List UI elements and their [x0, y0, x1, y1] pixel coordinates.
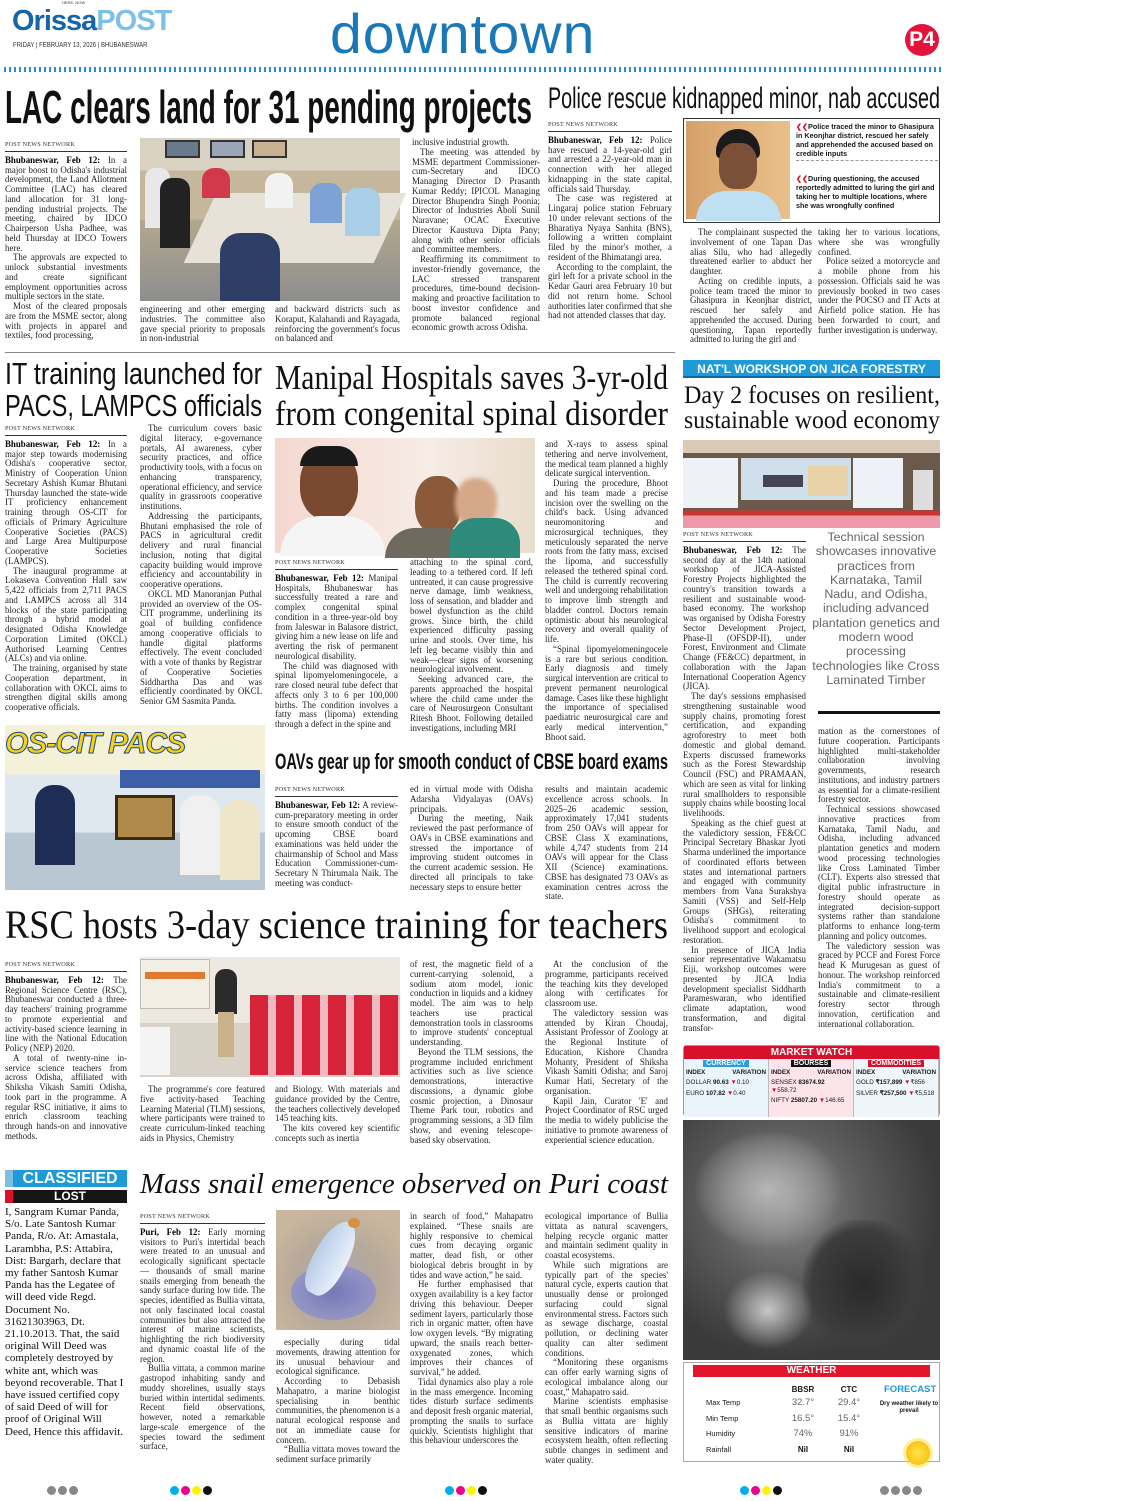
masthead-divider [4, 67, 941, 72]
market-index: GOLD [856, 1079, 874, 1086]
paragraph: Marine scientists emphasise that small benthic organisms such as Bullia vittata are highly sensitive indicators of marine ecosystem health, often reflecting subtle changes in sediment and water quality. [545, 1396, 668, 1465]
text: Bhubaneswar, Feb 12: [5, 974, 104, 985]
market-index: DOLLAR [686, 1079, 712, 1086]
paragraph: of rest, the magnetic field of a current-carrying solenoid, a sodium atom model, ionic conduction in liquids and a kidney model. The aim was to help teachers use practical demonstration tools in classrooms to improve students' conceptual understanding. [410, 959, 533, 1047]
headline-jica-line2 [684, 408, 940, 433]
jica-kicker-banner [683, 360, 940, 378]
market-group-label: CURRENCY [703, 1060, 749, 1067]
rsc-column-2 [140, 1085, 265, 1157]
paragraph: and X-rays to assess spinal tethering and nerve involvement, the medical team planned a highly delicate surgical intervention. [545, 439, 668, 479]
registration-dot [902, 1486, 911, 1495]
text: During questioning, the accused reportedly admitted to luring the girl and taking her to multiple locations, where she was wrongfully confined [796, 174, 935, 210]
pull-quote-1: ❮❮Police traced the minor to Ghasipura in Keonjhar district, rescued her safely and apprehended the accused based on credible inputs [796, 122, 938, 161]
registration-dot [192, 1486, 201, 1495]
registration-dot [891, 1486, 900, 1495]
paragraph: A total of twenty-nine in-service science teachers from across Odisha, affiliated with Shiksha Vikash Samiti Odisha, took part in the programme. A regular RSC initiative, it aims to enrich classroom teaching through hands-on and innovative methods. [5, 1052, 127, 1141]
paragraph: The valedictory session was graced by PCCF and Forest Force head K Murugesan as guest of honour. The workshop reinforced India's commitment to a sustainable and climate-resilient forestry sector through innovation, certification and international collaboration. [818, 940, 940, 1029]
market-change: 558.72 [777, 1086, 797, 1094]
paragraph: The approvals are expected to unlock substantial investments and create significant employment opportunities across multiple sectors in the state. [5, 252, 127, 302]
lac-column-2 [140, 305, 265, 347]
text: Manipal Hospitals, Bhubaneswar has successfully treated a rare and complex congenital spinal condition in a three-year-old boy from Jaleswar in Balasore district, giving him a new lease on life and averting the risk of permanent neurological disability. [275, 572, 399, 661]
logo-post: POST [96, 5, 172, 37]
text: In a major step towards modernising Odisha's cooperative sector, Ministry of Cooperation Union Secretary Ashish Kumar Bhutani Thursday launched the state-wide IT proficiency enhancement training through OS-CIT for officials of Primary Agriculture Cooperative Societies (PACS) and Large Area Multipurpose Cooperative Societies (LAMPCS). [5, 438, 127, 566]
weather-title [693, 1365, 930, 1377]
text: Bhubaneswar, Feb 12: [5, 438, 101, 449]
market-change: ₹856 [910, 1079, 925, 1086]
pull-quote-rule [818, 711, 940, 714]
jica-column-2 [818, 727, 940, 1030]
column-header: INDEX [686, 1068, 706, 1076]
weather-bbsr-value: 74% [793, 1428, 813, 1440]
logo [12, 6, 171, 37]
column-header: INDEX [771, 1068, 791, 1076]
registration-dot [69, 1486, 78, 1495]
text: Bhubaneswar, Feb 12: [683, 544, 783, 555]
registration-dot [467, 1486, 476, 1495]
registration-dot [456, 1486, 465, 1495]
text: Police rescue kidnapped minor, nab accused [548, 82, 940, 115]
text: Puri, Feb 12: [140, 1226, 201, 1237]
text: Bhubaneswar, Feb 12: [275, 572, 364, 583]
headline-lac [5, 81, 532, 133]
weather-ctc-value: 91% [839, 1428, 859, 1440]
snail-column-1 [140, 1212, 265, 1467]
oav-column-3 [545, 784, 668, 902]
text: MARKET WATCH [770, 1047, 853, 1058]
text: POST NEWS NETWORK [275, 558, 398, 570]
paragraph: Addressing the participants, Bhutani emphasised the role of PACS in agricultural credit delivery and rural financial inclusion, noting that digital capacity building would improve efficiency and accountability in cooperative operations. [140, 510, 262, 589]
headline-jica-line1 [684, 383, 940, 408]
paragraph: The child was diagnosed with spinal lipomyelomeningocele, a rare closed neural tube defect that affects only 3 to 6 per 100,000 births. The condition involves a fatty mass (lipoma) extending through a defect in the spine and [275, 660, 398, 729]
manipal-column-3 [545, 439, 668, 742]
paragraph: In presence of JICA India senior representative Wakamatsu Eiji, workshop outcomes were presented by JICA India development specialist Siddharth Parameswaran, who identified climate adaptation, wood transformation, and digital transfor- [683, 944, 806, 1033]
text: A review-cum-preparatory meeting in order to ensure smooth conduct of the upcoming CBSE board examinations was held under the chairmanship of School and Mass Education Commissioner-cum-Secretary N Thirumala Naik. The meeting was conduct- [275, 799, 398, 888]
paragraph: During the procedure, Bhoot and his team made a precise incision over the swelling on the child's back. Using advanced neuromonitoring and microsurgical techniques, they meticulously separated the nerve roots from the fatty mass, excised the lipoma, and successfully released the tethered spinal cord. The child is currently recovering well and undergoing rehabilitation to improve limb strength and bladder control. Doctors remain optimistic about his neurological recovery and overall quality of life. [545, 478, 668, 644]
oav-column-1 [275, 785, 398, 893]
market-index: EURO [686, 1089, 705, 1097]
market-value: ₹257,500 [879, 1089, 907, 1097]
text: IT training launched for [5, 356, 262, 391]
weather-label: Rainfall [706, 1444, 732, 1454]
weather-bbsr-value: Nil [797, 1444, 809, 1454]
text: OAVs gear up for smooth conduct of CBSE board exams [275, 749, 668, 774]
rsc-column-4 [410, 960, 533, 1156]
weather-row [706, 1411, 870, 1427]
registration-dot [25, 1486, 34, 1495]
police-photo-box [683, 118, 940, 223]
paragraph: Bullia vittata, a common marine gastropod inhabiting sandy and muddy shorelines, usually stays buried within intertidal sediments. Recent field observations, however, noted a remarkable large-scale emergence of the species toward the sediment surface, [140, 1363, 265, 1452]
text: sustainable wood economy [684, 407, 940, 434]
text: from congenital spinal disorder [275, 394, 668, 433]
registration-dot [36, 1486, 45, 1495]
text: CLASSIFIED [22, 1170, 118, 1187]
market-group-commodities [854, 1059, 939, 1117]
paragraph: mation as the cornerstones of future cooperation. Participants highlighted multi-stakeholder collaboration involving governments, research institutions, and industry partners as essential for a climate-resilient forestry sector. [818, 726, 940, 805]
paragraph: taking her to various locations, where she was wrongfully confined. [818, 227, 940, 257]
byline: POST NEWS NETWORK [548, 120, 672, 132]
paragraph: and backward districts such as Koraput, Kalahandi and Rayagada, reinforcing the government's focus on balanced and [275, 304, 400, 344]
market-value: 83674.92 [798, 1079, 825, 1086]
city-bbsr: BBSR [791, 1384, 815, 1394]
market-value: 107.82 [705, 1089, 726, 1097]
photo-snail [276, 1210, 400, 1330]
dateline: Bhubaneswar, Feb 12: [5, 154, 101, 165]
market-group-label: BOURSES [791, 1060, 832, 1067]
market-index: SILVER [856, 1089, 878, 1097]
paragraph: OKCL MD Manoranjan Puthal provided an overview of the OS-CIT programme, underlining its goal of building confidence among cooperative officials to handle digital platforms effectively. The event concluded with a vote of thanks by Registrar of Cooperative Societies Siddhartha Das and was efficiently coordinated by OKCL Senior GM Sasmita Panda. [140, 588, 262, 706]
text: Police have rescued a 14-year-old girl and arrested a 22-year-old man in connection with her alleged kidnapping in the state capital, officials said Thursday. [548, 134, 673, 194]
forecast-title: FORECAST [884, 1384, 937, 1395]
paragraph: According to the complaint, the girl left for a private school in the Kedar Gauri area February 10 but did not return home. School authorities later confirmed that she had not attended classes that day. [548, 261, 672, 321]
market-row [771, 1079, 851, 1094]
lac-column-1 [5, 140, 127, 346]
registration-dot [203, 1486, 212, 1495]
lead-text: In a major boost to Odisha's industrial development, the Land Allotment Committee (LAC) has cleared land allocation for 31 long-pending industrial projects. The meeting, chaired by IDCO Chairperson Usha Padhee, was held Thursday at IDCO Towers here. [5, 154, 127, 253]
market-group-label: COMMODITIES [868, 1060, 924, 1067]
market-row [771, 1097, 851, 1105]
paragraph: Technical sessions showcased innovative practices from Karnataka, Tamil Nadu, and Odisha, including advanced plantation genetics and modern wood processing technologies like Cross Laminated Timber (CLT). Experts also stressed that digital public infrastructure in forestry should operate as integrated decision-support systems rather than standalone platforms to enhance long-term planning and policy outcomes. [818, 804, 940, 941]
classified-ad-text: I, Sangram Kumar Panda, S/o. Late Santosh Kumar Panda, R/o. At: Amastala, Larambha, P.S: Attabira, Dist: Bargarh, declare that my father Santosh Kumar Panda has the Legatee of will deed vide Regd. Document No. 31621303963, Dt. 21.10.2013. That, the said original Will Deed was completely destroyed by white ant, which was beyond recoverable. That I have issued certified copy of said Deed of will for proof of Original Will Deed, Hence this affidavit. [5, 1206, 124, 1438]
classified-category [5, 1190, 127, 1203]
weather-label: Min Temp [706, 1413, 739, 1423]
market-watch-box [683, 1045, 940, 1117]
registration-dot [170, 1486, 179, 1495]
market-group-currency [684, 1059, 769, 1117]
paragraph: Police seized a motorcycle and a mobile phone from his possession. Officials said he was previously booked in two cases under the POCSO and IT Acts at Airfield police station. He has been forwarded to court, and further investigation is underway. [818, 256, 940, 335]
lac-column-4 [412, 138, 540, 346]
snail-column-4 [545, 1212, 668, 1467]
police-column-2 [690, 228, 812, 346]
weather-box [683, 1362, 940, 1462]
weather-ctc-value: Nil [843, 1444, 855, 1454]
pull-quote-2: ❮❮During questioning, the accused reportedly admitted to luring the girl and taking her to multiple locations, where she was wrongfully confined [796, 174, 935, 210]
paragraph: The meeting was attended by MSME department Commissioner-cum-Secretary and IDCO Managing Director D Prasanth Kumar Reddy; IPICOL Managing Director Bhupendra Singh Poonia; Director of Industries Aboli Sunil Naravane; OCAC Executive Director Kaustuva Dipta Pany; along with other senior officials and committee members. [412, 146, 540, 255]
market-watch-title [684, 1046, 939, 1059]
paragraph: According to Debasish Mahapatro, a marine biologist specialising in benthic communities, the phenomenon is a natural ecological response and not an immediate cause for concern. [276, 1376, 400, 1445]
oav-column-2 [410, 785, 533, 893]
paragraph: Reaffirming its commitment to investor-friendly governance, the LAC stressed transparent procedures, time-bound decision-making and proactive facilitation to boost investor confidence and promote balanced regional economic growth across Odisha. [412, 254, 540, 333]
rsc-column-3 [275, 1085, 400, 1157]
headline-manipal-line2 [275, 396, 668, 431]
divider [5, 352, 675, 353]
paragraph: The inaugural programme at Lokaseva Convention Hall saw 5,422 officials from 2,711 PACS and LAMPCS across all 314 blocks of the state participating through a hybrid model at designated Odisha Knowledge Corporation Limited (OKCL) Authorised Learning Centres (ALCs) and via online. [5, 565, 127, 664]
text: LOST [54, 1189, 86, 1203]
weather-bbsr-value: 16.5° [791, 1412, 815, 1424]
snail-column-3 [410, 1212, 533, 1467]
text: NAT'L WORKSHOP ON JICA FORESTRY [697, 362, 926, 376]
arrow-down-icon: ▼ [908, 1089, 915, 1097]
city-ctc: CTC [840, 1384, 858, 1394]
column-header: VARIATION [902, 1068, 936, 1076]
market-change: 0.40 [733, 1089, 746, 1097]
registration-dot [773, 1486, 782, 1495]
paragraph: While such migrations are typically part of the species' natural cycle, experts caution that unusually dense or prolonged surfacing could signal environmental stress. Factors such as sewage discharge, coastal pollution, or declining water quality can alter sediment conditions. [545, 1259, 668, 1358]
text: POST NEWS NETWORK [275, 785, 398, 797]
text: Bhubaneswar, Feb 12: [548, 134, 643, 145]
byline: POST NEWS NETWORK [5, 140, 127, 152]
section-title: downtown [330, 2, 596, 65]
paragraph: Most of the cleared proposals are from the MSME sector, along with projects in apparel and textiles, food processing, [5, 301, 127, 341]
market-index: SENSEX [771, 1079, 797, 1086]
paragraph: Seeking advanced care, the parents approached the hospital where the child came under the care of Neurosurgeon Consultant Ritesh Bhoot. Following detailed investigations, including MRI [410, 674, 533, 733]
paragraph: Tidal dynamics also play a role in the mass emergence. Incoming tides disturb surface sediments and deposit fresh organic material, prompting the snails to surface quickly. Scientists highlight that this behaviour underscores the [410, 1376, 533, 1446]
weather-satellite-map [683, 1120, 940, 1360]
column-header: INDEX [856, 1068, 876, 1076]
paragraph: The curriculum covers basic digital literacy, e-governance portals, AI awareness, cyber security practices, and office productivity tools, with a focus on enhancing transparency, operational efficiency, and service quality in grassroots cooperative institutions. [140, 423, 262, 511]
text: The Regional Science Centre (RSC), Bhubaneswar conducted a three-day teachers' training programme to promote experiential and activity-based science learning in line with the National Education Policy (NEP) 2020. [5, 974, 128, 1053]
arrow-down-icon: ▼ [771, 1086, 778, 1094]
police-column-3 [818, 228, 940, 346]
text: Manipal Hospitals saves 3-yr-old [275, 358, 668, 397]
jica-column-1 [683, 530, 806, 1033]
text: Bhubaneswar, Feb 12: [275, 799, 361, 810]
market-row [856, 1090, 936, 1098]
text: RSC hosts 3-day science training for teachers [5, 902, 668, 947]
paragraph: The complainant suspected the involvement of one Tapan Das alias Silu, who had allegedly threatened earlier to abduct her daughter. [690, 227, 812, 276]
paragraph: attaching to the spinal cord, leading to a tethered cord. If left untreated, it can cause progressive nerve damage, limb weakness, loss of sensation, and bladder and bowel dysfunction as the child grows. Since birth, the child experienced difficulty passing urine and stools. Over time, his left leg became visibly thin and weak—clear signs of worsening neurological involvement. [410, 557, 533, 675]
paragraph: Beyond the TLM sessions, the programme included enrichment activities such as live science demonstrations, interactive discussions, a dynamic globe cosmic projection, a Dinosaur Theme Park tour, robotics and programming sessions, a 3D film show, and evening telescope-based sky observation. [410, 1046, 533, 1145]
photo-it-training [5, 725, 265, 890]
weather-label: Humidity [706, 1429, 736, 1439]
text: Day 2 focuses on resilient, [684, 382, 940, 409]
text: Early morning visitors to Puri's intertidal beach were treated to an unusual and ecologically significant spectacle — thousands of small marine snails emerging from beneath the sandy surface during low tide. The species, identified as Bullia vittata, not only fascinated local coastal communities but also attracted the interest of marine scientists, highlighting the rich biodiversity and dynamic coastal life of the region. [140, 1226, 266, 1364]
photo-doctor-and-patient [275, 438, 535, 553]
market-value: 90.63 [712, 1079, 729, 1086]
paragraph: Kapil Jain, Curator 'E' and Project Coordinator of RSC urged the media to widely publicise the initiative to promote awareness of experiential science education. [545, 1095, 668, 1145]
market-value: ₹157,899 [875, 1079, 903, 1086]
text: POST NEWS NETWORK [683, 530, 806, 542]
paragraph: Acting on credible inputs, a police team traced the minor to Ghasipura in Keonjhar district, rescued her safely and apprehended the accused. During questioning, Tapan reportedly admitted to luring the girl and [690, 275, 812, 345]
market-value: 25807.20 [790, 1097, 818, 1104]
market-group-bourses [769, 1059, 854, 1117]
text: The second day at the 14th national workshop of JICA-Assisted Forestry Projects highlighted the country's transition towards a resilient and sustainable wood-based economy. The workshop was organised by Odisha Forestry Sector Development Project, Phase-II (OFSDP-II), under Forest, Environment and Climate Change (FE&CC) department, in collaboration with the Japan International Cooperation Agency (JICA). [683, 544, 806, 692]
registration-dot [751, 1486, 760, 1495]
market-change: 0.10 [736, 1079, 749, 1086]
snail-column-2 [276, 1338, 400, 1467]
weather-ctc-value: 15.4° [837, 1412, 861, 1424]
registration-dot [913, 1486, 922, 1495]
registration-dot [181, 1486, 190, 1495]
paragraph: The case was registered at Lingaraj police station February 10 under relevant sections of the Bharatiya Nyaya Sanhita (BNS), following a written complaint filed by the minor's mother, a resident of the Bhimatangi area. [548, 193, 672, 262]
column-header: VARIATION [817, 1068, 851, 1076]
arrow-down-icon: ▼ [726, 1089, 734, 1097]
registration-dot [880, 1486, 889, 1495]
headline-snail [140, 1170, 668, 1199]
event-banner: OS-CIT PACS [5, 727, 186, 760]
headline-it-training-line2 [5, 390, 262, 421]
registration-dot [47, 1486, 56, 1495]
paragraph: The valedictory session was attended by Kiran Choudaj, Assistant Professor of Zoology at the Regional Institute of Education, Kishore Chandra Mohanty, President of Shiksha Vikash Samiti Odisha; and Saroj Kumar Hati, Secretary of the organisation. [545, 1007, 668, 1096]
market-row [686, 1079, 766, 1087]
logo-orissa: Orissa [12, 5, 97, 37]
weather-ctc-value: 29.4° [837, 1397, 861, 1409]
sun-icon [906, 1441, 930, 1465]
weather-row [706, 1426, 870, 1442]
paragraph: The day's sessions emphasised strengthening sustainable wood supply chains, promoting forest certification, and expanding agroforestry to meet both domestic and global demand. Experts discussed frameworks such as the Forest Stewardship Council (FSC) and PRAMAAN, which are seen as vital for linking rural smallholders to responsible supply chains while boosting local livelihoods. [683, 691, 806, 818]
paragraph: in search of food,” Mahapatro explained. “These snails are highly responsive to chemical cues from decaying organic matter, dead fish, or other biological debris brought in by tides and wave action,” he said. [410, 1211, 533, 1280]
paragraph: “Spinal lipomyelomeningocele is a rare but serious condition. Early diagnosis and timely surgical intervention are critical to prevent permanent neurological damage. Cases like these highlight the importance of specialised paediatric neurosurgical care and early medical intervention,” Bhoot said. [545, 643, 668, 742]
photo-teacher-training [140, 957, 400, 1077]
text: LAC clears land for 31 pending projects [5, 81, 532, 133]
weather-bbsr-value: 32.7° [791, 1397, 815, 1409]
lac-column-3 [275, 305, 400, 347]
it-column-1 [5, 424, 127, 716]
paragraph: The programme's core featured five activity-based Teaching Learning Material (TLM) sessions, where participants were trained to create curriculum-linked teaching aids in Physics, Chemistry [140, 1084, 265, 1143]
market-change: ₹5,518 [914, 1089, 935, 1097]
jica-pull-quote: Technical session showcases innovative practices from Karnataka, Tamil Nadu, and Odisha, including advanced plantation genetics and modern wood processing technologies like Cross Laminated Timber [812, 530, 940, 687]
photo-lac-meeting [140, 138, 400, 301]
issue-dateline: FRIDAY | FEBRUARY 13, 2026 | BHUBANESWAR [13, 42, 148, 49]
headline-manipal-line1 [275, 360, 668, 395]
logo-tagline: HERE. NOW [62, 0, 86, 5]
column-header: VARIATION [732, 1068, 766, 1076]
headline-oav [275, 751, 668, 773]
registration-dot [762, 1486, 771, 1495]
paragraph: and Biology. With materials and guidance provided by the Centre, the teachers collectively developed 145 teaching kits. [275, 1084, 400, 1124]
forecast-text: Dry weather likely to prevail [879, 1401, 939, 1414]
text: Police traced the minor to Ghasipura in Keonjhar district, rescued her safely and apprehended the accused based on credible inputs [796, 122, 934, 158]
registration-dot [445, 1486, 454, 1495]
it-column-2 [140, 424, 262, 716]
weather-table [706, 1383, 870, 1457]
text: WEATHER [786, 1365, 837, 1376]
police-column-1 [548, 120, 672, 346]
market-change: 146.65 [825, 1097, 845, 1104]
paragraph: “Monitoring these organisms can offer early warning signs of ecological imbalance along our coast,” Mahapatro said. [545, 1357, 668, 1397]
manipal-column-2 [410, 558, 533, 736]
registration-dot [478, 1486, 487, 1495]
text: POST NEWS NETWORK [5, 960, 127, 972]
rsc-column-1 [5, 960, 127, 1156]
paragraph: At the conclusion of the programme, participants received the teaching kits they developed along with certificates for classroom use. [545, 959, 668, 1008]
paragraph: The kits covered key scientific concepts such as inertia [275, 1123, 400, 1143]
arrow-down-icon: ▼ [904, 1079, 911, 1086]
headline-police [548, 84, 940, 114]
text: POST NEWS NETWORK [140, 1212, 265, 1224]
market-index: NIFTY [771, 1097, 790, 1104]
headline-it-training-line1 [5, 358, 262, 389]
market-row [686, 1090, 766, 1098]
paragraph: inclusive industrial growth. [412, 137, 510, 147]
classified-header [5, 1170, 127, 1187]
paragraph: engineering and other emerging industries. The committee also gave special priority to proposals in non-industrial [140, 304, 265, 344]
arrow-down-icon: ▼ [818, 1097, 826, 1104]
manipal-column-1 [275, 558, 398, 736]
paragraph: The training, organised by state Cooperation department, in collaboration with OKCL aims to strengthen digital skills among cooperative officials. [5, 663, 127, 712]
paragraph: “Bullia vittata moves toward the sediment surface primarily [276, 1444, 400, 1464]
text: Mass snail emergence observed on Puri coast [140, 1168, 668, 1200]
paragraph: especially during tidal movements, drawing attention for its unusual behaviour and ecological significance. [276, 1337, 400, 1377]
photo-accused [686, 121, 790, 219]
headline-rsc [5, 902, 668, 947]
paragraph: Speaking as the chief guest at the valedictory session, FE&CC Principal Secretary Bhaskar Jyoti Sharma underlined the importance of coordinated efforts between states and international partners and engaged with community members from Vana Surakshya Samiti (VSS) and Self-Help Groups (SHGs), reiterating Odisha's commitment to livelihood support and ecological restoration. [683, 817, 806, 945]
rsc-column-5 [545, 960, 668, 1156]
page-number-badge [905, 24, 939, 56]
paragraph: During the meeting, Naik reviewed the past performance of OAVs in CBSE examinations and stressed the importance of improving student outcomes in the current academic session. He directed all principals to take necessary steps to ensure better [410, 813, 533, 892]
text: POST NEWS NETWORK [5, 424, 127, 436]
weather-row [706, 1442, 870, 1458]
weather-row [706, 1395, 870, 1411]
arrow-down-icon: ▼ [730, 1079, 737, 1086]
photo-workshop-stage [683, 440, 940, 528]
registration-dot [58, 1486, 67, 1495]
page-number: P4 [909, 28, 935, 51]
text: PACS, LAMPCS officials [5, 388, 262, 423]
paragraph: ecological importance of Bullia vittata as natural scavengers, helping recycle organic matter and maintain sediment quality in coastal ecosystems. [545, 1211, 668, 1260]
paragraph: ed in virtual mode with Odisha Adarsha Vidyalayas (OAVs) principals. [410, 784, 533, 814]
paragraph: He further emphasised that oxygen availability is a key factor driving this behaviour. Deeper sediment layers, particularly those rich in organic matter, often have low oxygen levels. “By migrating upward, the snails reach better-oxygenated zones, which improves their chances of survival,” he added. [410, 1279, 533, 1377]
weather-label: Max Temp [706, 1398, 741, 1408]
registration-dot [740, 1486, 749, 1495]
paragraph: results and maintain academic excellence across schools. In 2025–26 academic session, approximately 17,041 students from 250 OAVs will appear for CBSE Class X examinations, while 4,747 students from 214 OAVs will appear for the Class XII (Science) examinations. CBSE has designated 73 OAVs as examination centres across the state. [545, 784, 668, 902]
market-row [856, 1079, 936, 1087]
